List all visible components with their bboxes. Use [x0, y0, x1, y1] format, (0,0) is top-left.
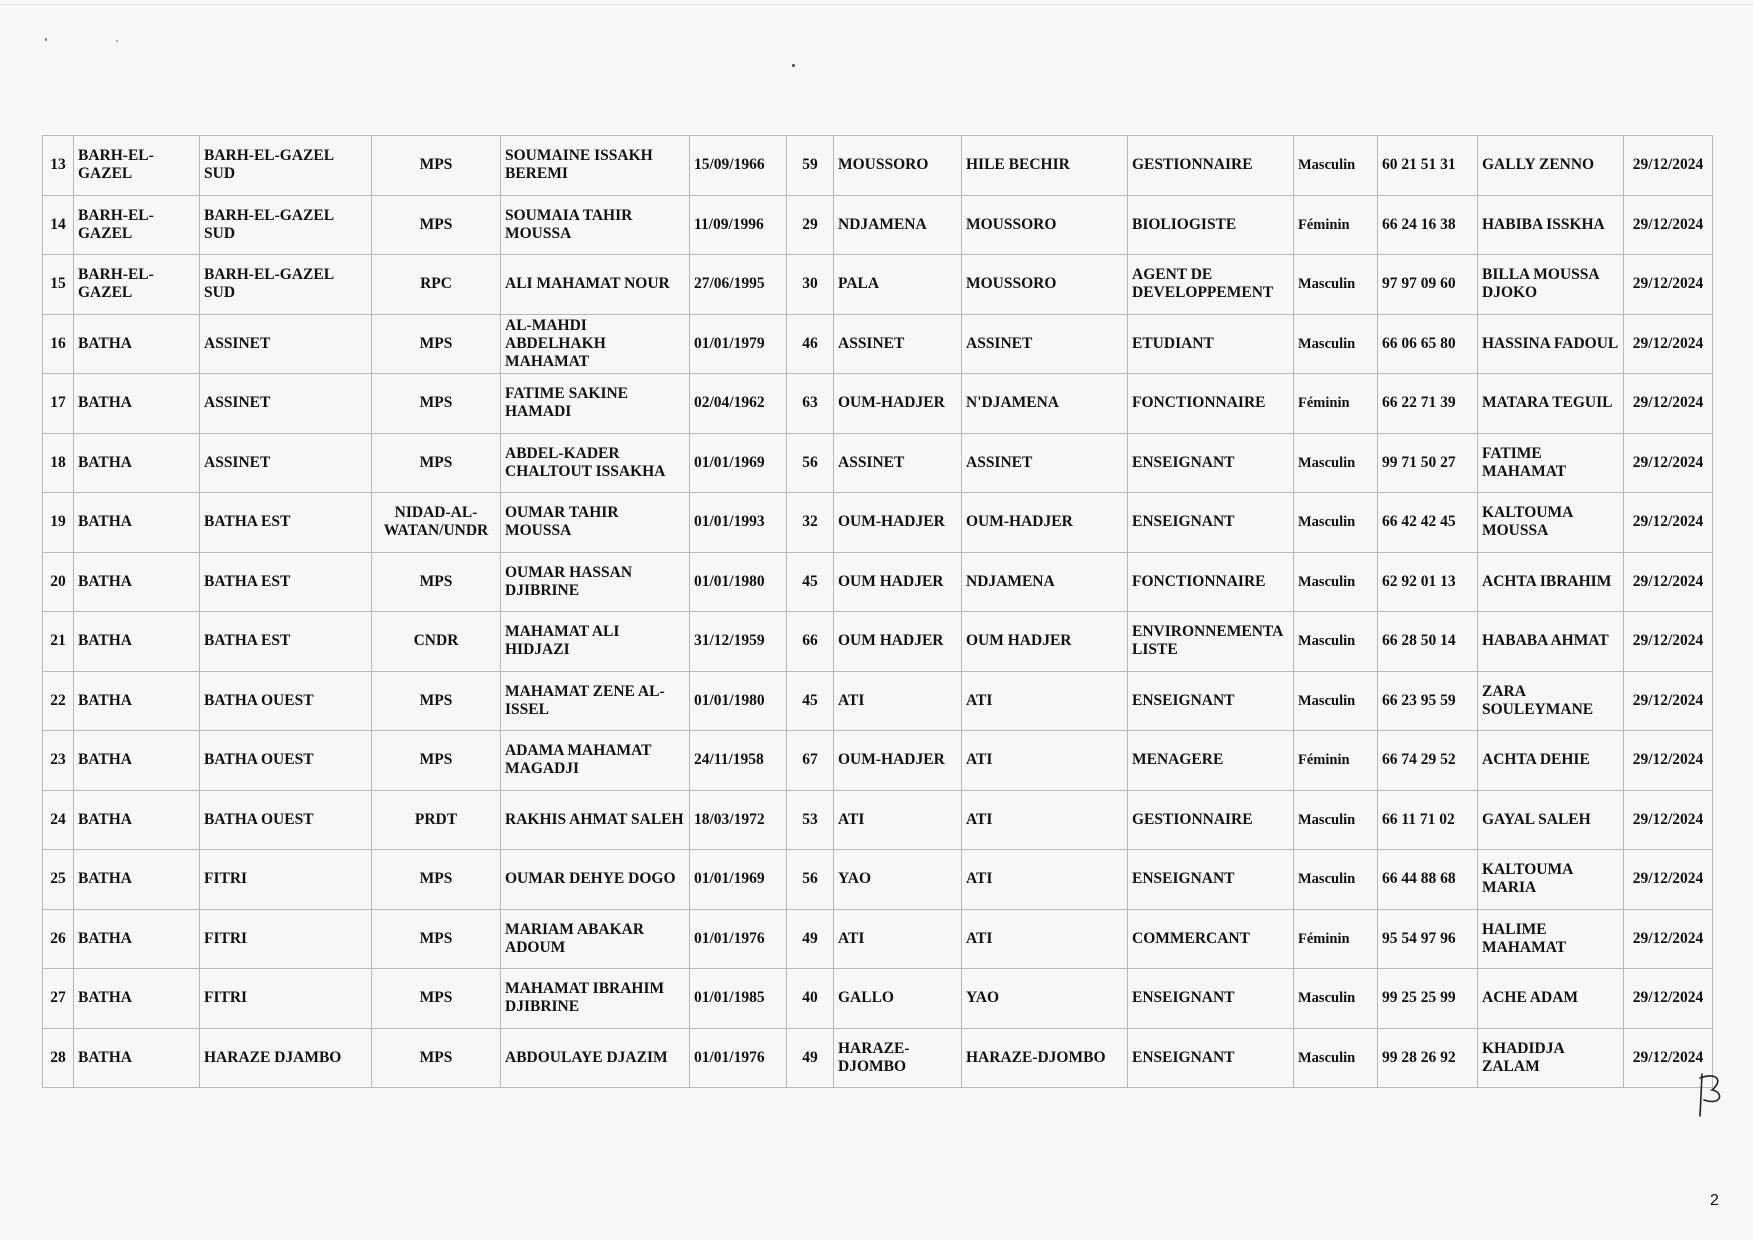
phone-cell: 95 54 97 96	[1378, 909, 1478, 969]
scan-speck	[45, 38, 47, 41]
department-cell: FITRI	[200, 909, 372, 969]
phone-cell: 66 28 50 14	[1378, 612, 1478, 672]
candidate-name-cell: MAHAMAT ALI HIDJAZI	[501, 612, 690, 672]
residence-cell: ATI	[962, 850, 1128, 910]
table-row	[43, 1028, 1713, 1088]
birth-place-cell: HARAZE-DJOMBO	[834, 1028, 962, 1088]
substitute-name-cell: MATARA TEGUIL	[1478, 374, 1624, 434]
province-cell: BATHA	[74, 612, 200, 672]
phone-cell: 66 42 42 45	[1378, 493, 1478, 553]
phone-cell: 66 44 88 68	[1378, 850, 1478, 910]
residence-cell: OUM HADJER	[962, 612, 1128, 672]
age-cell: 45	[787, 552, 834, 612]
birth-date-cell: 01/01/1980	[690, 552, 787, 612]
substitute-name-cell: ZARA SOULEYMANE	[1478, 671, 1624, 731]
profession-cell: AGENT DE DEVELOPPEMENT	[1128, 255, 1294, 315]
sex-cell: Masculin	[1294, 671, 1378, 731]
candidate-name-cell: OUMAR TAHIR MOUSSA	[501, 493, 690, 553]
row-number: 22	[43, 671, 74, 731]
birth-date-cell: 01/01/1969	[690, 850, 787, 910]
substitute-name-cell: KHADIDJA ZALAM	[1478, 1028, 1624, 1088]
department-cell: BATHA EST	[200, 552, 372, 612]
row-number: 18	[43, 433, 74, 493]
sex-cell: Masculin	[1294, 790, 1378, 850]
table-row	[43, 969, 1713, 1029]
phone-cell: 66 74 29 52	[1378, 731, 1478, 791]
residence-cell: ATI	[962, 909, 1128, 969]
phone-cell: 99 25 25 99	[1378, 969, 1478, 1029]
filing-date-cell: 29/12/2024	[1624, 1028, 1713, 1088]
province-cell: BATHA	[74, 433, 200, 493]
profession-cell: GESTIONNAIRE	[1128, 136, 1294, 196]
table-row	[43, 493, 1713, 553]
sex-cell: Masculin	[1294, 493, 1378, 553]
department-cell: FITRI	[200, 850, 372, 910]
birth-date-cell: 18/03/1972	[690, 790, 787, 850]
age-cell: 32	[787, 493, 834, 553]
department-cell: BATHA EST	[200, 612, 372, 672]
candidate-name-cell: ADAMA MAHAMAT MAGADJI	[501, 731, 690, 791]
row-number: 25	[43, 850, 74, 910]
sex-cell: Masculin	[1294, 433, 1378, 493]
table-row	[43, 374, 1713, 434]
birth-date-cell: 15/09/1966	[690, 136, 787, 196]
filing-date-cell: 29/12/2024	[1624, 552, 1713, 612]
province-cell: BATHA	[74, 969, 200, 1029]
residence-cell: MOUSSORO	[962, 195, 1128, 255]
province-cell: BATHA	[74, 1028, 200, 1088]
department-cell: HARAZE DJAMBO	[200, 1028, 372, 1088]
table-row	[43, 552, 1713, 612]
province-cell: BATHA	[74, 493, 200, 553]
substitute-name-cell: KALTOUMA MOUSSA	[1478, 493, 1624, 553]
residence-cell: HILE BECHIR	[962, 136, 1128, 196]
substitute-name-cell: ACHTA DEHIE	[1478, 731, 1624, 791]
birth-place-cell: ATI	[834, 790, 962, 850]
birth-place-cell: OUM HADJER	[834, 552, 962, 612]
province-cell: BATHA	[74, 731, 200, 791]
candidate-name-cell: MAHAMAT IBRAHIM DJIBRINE	[501, 969, 690, 1029]
filing-date-cell: 29/12/2024	[1624, 612, 1713, 672]
profession-cell: GESTIONNAIRE	[1128, 790, 1294, 850]
age-cell: 40	[787, 969, 834, 1029]
birth-place-cell: OUM-HADJER	[834, 374, 962, 434]
age-cell: 59	[787, 136, 834, 196]
substitute-name-cell: ACHE ADAM	[1478, 969, 1624, 1029]
sex-cell: Masculin	[1294, 850, 1378, 910]
filing-date-cell: 29/12/2024	[1624, 195, 1713, 255]
birth-place-cell: ATI	[834, 671, 962, 731]
phone-cell: 66 24 16 38	[1378, 195, 1478, 255]
row-number: 16	[43, 314, 74, 374]
row-number: 17	[43, 374, 74, 434]
phone-cell: 99 71 50 27	[1378, 433, 1478, 493]
phone-cell: 99 28 26 92	[1378, 1028, 1478, 1088]
sex-cell: Masculin	[1294, 314, 1378, 374]
profession-cell: ENVIRONNEMENTALISTE	[1128, 612, 1294, 672]
party-cell: MPS	[372, 195, 501, 255]
age-cell: 49	[787, 1028, 834, 1088]
row-number: 19	[43, 493, 74, 553]
row-number: 28	[43, 1028, 74, 1088]
birth-date-cell: 01/01/1980	[690, 671, 787, 731]
table-row	[43, 850, 1713, 910]
profession-cell: ENSEIGNANT	[1128, 850, 1294, 910]
filing-date-cell: 29/12/2024	[1624, 374, 1713, 434]
residence-cell: YAO	[962, 969, 1128, 1029]
table-row	[43, 790, 1713, 850]
table-body	[43, 136, 1713, 1088]
age-cell: 45	[787, 671, 834, 731]
department-cell: BARH-EL-GAZEL SUD	[200, 136, 372, 196]
profession-cell: ENSEIGNANT	[1128, 433, 1294, 493]
age-cell: 46	[787, 314, 834, 374]
sex-cell: Masculin	[1294, 1028, 1378, 1088]
row-number: 27	[43, 969, 74, 1029]
scan-speck	[116, 40, 118, 42]
phone-cell: 66 11 71 02	[1378, 790, 1478, 850]
birth-place-cell: ASSINET	[834, 433, 962, 493]
table-row	[43, 612, 1713, 672]
party-cell: MPS	[372, 552, 501, 612]
row-number: 13	[43, 136, 74, 196]
party-cell: MPS	[372, 909, 501, 969]
table-row	[43, 255, 1713, 315]
birth-date-cell: 02/04/1962	[690, 374, 787, 434]
province-cell: BATHA	[74, 314, 200, 374]
province-cell: BATHA	[74, 671, 200, 731]
residence-cell: MOUSSORO	[962, 255, 1128, 315]
birth-place-cell: PALA	[834, 255, 962, 315]
birth-place-cell: OUM HADJER	[834, 612, 962, 672]
row-number: 26	[43, 909, 74, 969]
row-number: 20	[43, 552, 74, 612]
sex-cell: Masculin	[1294, 612, 1378, 672]
age-cell: 29	[787, 195, 834, 255]
candidate-name-cell: OUMAR HASSAN DJIBRINE	[501, 552, 690, 612]
table-row	[43, 731, 1713, 791]
row-number: 14	[43, 195, 74, 255]
department-cell: BARH-EL-GAZEL SUD	[200, 255, 372, 315]
birth-date-cell: 01/01/1976	[690, 1028, 787, 1088]
party-cell: MPS	[372, 374, 501, 434]
birth-date-cell: 01/01/1979	[690, 314, 787, 374]
table-row	[43, 195, 1713, 255]
profession-cell: BIOLIOGISTE	[1128, 195, 1294, 255]
party-cell: MPS	[372, 731, 501, 791]
party-cell: CNDR	[372, 612, 501, 672]
birth-place-cell: OUM-HADJER	[834, 493, 962, 553]
substitute-name-cell: KALTOUMA MARIA	[1478, 850, 1624, 910]
sex-cell: Masculin	[1294, 969, 1378, 1029]
party-cell: MPS	[372, 850, 501, 910]
age-cell: 53	[787, 790, 834, 850]
row-number: 23	[43, 731, 74, 791]
scan-speck	[792, 64, 795, 67]
birth-place-cell: ATI	[834, 909, 962, 969]
candidate-name-cell: RAKHIS AHMAT SALEH	[501, 790, 690, 850]
profession-cell: FONCTIONNAIRE	[1128, 552, 1294, 612]
province-cell: BARH-EL-GAZEL	[74, 255, 200, 315]
candidate-name-cell: SOUMAIA TAHIR MOUSSA	[501, 195, 690, 255]
sex-cell: Masculin	[1294, 552, 1378, 612]
party-cell: NIDAD-AL-WATAN/UNDR	[372, 493, 501, 553]
age-cell: 63	[787, 374, 834, 434]
candidate-name-cell: ALI MAHAMAT NOUR	[501, 255, 690, 315]
phone-cell: 66 23 95 59	[1378, 671, 1478, 731]
residence-cell: N'DJAMENA	[962, 374, 1128, 434]
birth-place-cell: ASSINET	[834, 314, 962, 374]
birth-place-cell: MOUSSORO	[834, 136, 962, 196]
phone-cell: 66 22 71 39	[1378, 374, 1478, 434]
party-cell: MPS	[372, 671, 501, 731]
phone-cell: 62 92 01 13	[1378, 552, 1478, 612]
party-cell: MPS	[372, 433, 501, 493]
phone-cell: 97 97 09 60	[1378, 255, 1478, 315]
party-cell: RPC	[372, 255, 501, 315]
department-cell: FITRI	[200, 969, 372, 1029]
party-cell: MPS	[372, 1028, 501, 1088]
age-cell: 30	[787, 255, 834, 315]
profession-cell: ENSEIGNANT	[1128, 1028, 1294, 1088]
province-cell: BARH-EL-GAZEL	[74, 136, 200, 196]
party-cell: PRDT	[372, 790, 501, 850]
substitute-name-cell: BILLA MOUSSA DJOKO	[1478, 255, 1624, 315]
table-row	[43, 433, 1713, 493]
substitute-name-cell: FATIME MAHAMAT	[1478, 433, 1624, 493]
phone-cell: 66 06 65 80	[1378, 314, 1478, 374]
residence-cell: ATI	[962, 671, 1128, 731]
phone-cell: 60 21 51 31	[1378, 136, 1478, 196]
sex-cell: Féminin	[1294, 374, 1378, 434]
filing-date-cell: 29/12/2024	[1624, 790, 1713, 850]
residence-cell: ASSINET	[962, 314, 1128, 374]
substitute-name-cell: HASSINA FADOUL	[1478, 314, 1624, 374]
department-cell: BATHA EST	[200, 493, 372, 553]
age-cell: 66	[787, 612, 834, 672]
residence-cell: ATI	[962, 731, 1128, 791]
birth-place-cell: OUM-HADJER	[834, 731, 962, 791]
department-cell: BATHA OUEST	[200, 731, 372, 791]
province-cell: BARH-EL-GAZEL	[74, 195, 200, 255]
profession-cell: ENSEIGNANT	[1128, 671, 1294, 731]
profession-cell: ENSEIGNANT	[1128, 969, 1294, 1029]
residence-cell: NDJAMENA	[962, 552, 1128, 612]
table-row	[43, 314, 1713, 374]
filing-date-cell: 29/12/2024	[1624, 850, 1713, 910]
birth-date-cell: 27/06/1995	[690, 255, 787, 315]
party-cell: MPS	[372, 314, 501, 374]
candidate-table	[42, 135, 1713, 1088]
department-cell: BARH-EL-GAZEL SUD	[200, 195, 372, 255]
birth-date-cell: 31/12/1959	[690, 612, 787, 672]
filing-date-cell: 29/12/2024	[1624, 314, 1713, 374]
profession-cell: FONCTIONNAIRE	[1128, 374, 1294, 434]
substitute-name-cell: HALIME MAHAMAT	[1478, 909, 1624, 969]
province-cell: BATHA	[74, 850, 200, 910]
filing-date-cell: 29/12/2024	[1624, 969, 1713, 1029]
age-cell: 56	[787, 850, 834, 910]
page-top-edge	[0, 4, 1753, 5]
candidate-name-cell: ABDOULAYE DJAZIM	[501, 1028, 690, 1088]
substitute-name-cell: HABABA AHMAT	[1478, 612, 1624, 672]
sex-cell: Masculin	[1294, 255, 1378, 315]
sex-cell: Féminin	[1294, 731, 1378, 791]
candidate-name-cell: ABDEL-KADER CHALTOUT ISSAKHA	[501, 433, 690, 493]
birth-place-cell: NDJAMENA	[834, 195, 962, 255]
department-cell: BATHA OUEST	[200, 790, 372, 850]
filing-date-cell: 29/12/2024	[1624, 255, 1713, 315]
profession-cell: ENSEIGNANT	[1128, 493, 1294, 553]
sex-cell: Masculin	[1294, 136, 1378, 196]
table-row	[43, 136, 1713, 196]
table-row	[43, 671, 1713, 731]
sex-cell: Féminin	[1294, 909, 1378, 969]
filing-date-cell: 29/12/2024	[1624, 433, 1713, 493]
residence-cell: OUM-HADJER	[962, 493, 1128, 553]
filing-date-cell: 29/12/2024	[1624, 493, 1713, 553]
sex-cell: Féminin	[1294, 195, 1378, 255]
profession-cell: MENAGERE	[1128, 731, 1294, 791]
row-number: 15	[43, 255, 74, 315]
profession-cell: ETUDIANT	[1128, 314, 1294, 374]
substitute-name-cell: HABIBA ISSKHA	[1478, 195, 1624, 255]
filing-date-cell: 29/12/2024	[1624, 909, 1713, 969]
filing-date-cell: 29/12/2024	[1624, 136, 1713, 196]
substitute-name-cell: GALLY ZENNO	[1478, 136, 1624, 196]
party-cell: MPS	[372, 969, 501, 1029]
province-cell: BATHA	[74, 552, 200, 612]
candidate-name-cell: MARIAM ABAKAR ADOUM	[501, 909, 690, 969]
page-number: 2	[1710, 1192, 1719, 1209]
birth-date-cell: 11/09/1996	[690, 195, 787, 255]
candidate-name-cell: SOUMAINE ISSAKH BEREMI	[501, 136, 690, 196]
candidate-name-cell: OUMAR DEHYE DOGO	[501, 850, 690, 910]
candidate-name-cell: MAHAMAT ZENE AL-ISSEL	[501, 671, 690, 731]
substitute-name-cell: ACHTA IBRAHIM	[1478, 552, 1624, 612]
age-cell: 67	[787, 731, 834, 791]
candidate-name-cell: AL-MAHDI ABDELHAKH MAHAMAT	[501, 314, 690, 374]
birth-date-cell: 01/01/1969	[690, 433, 787, 493]
department-cell: BATHA OUEST	[200, 671, 372, 731]
birth-date-cell: 24/11/1958	[690, 731, 787, 791]
profession-cell: COMMERCANT	[1128, 909, 1294, 969]
birth-date-cell: 01/01/1976	[690, 909, 787, 969]
row-number: 21	[43, 612, 74, 672]
residence-cell: ASSINET	[962, 433, 1128, 493]
row-number: 24	[43, 790, 74, 850]
filing-date-cell: 29/12/2024	[1624, 731, 1713, 791]
residence-cell: ATI	[962, 790, 1128, 850]
birth-date-cell: 01/01/1993	[690, 493, 787, 553]
signature-mark	[1690, 1072, 1730, 1118]
province-cell: BATHA	[74, 909, 200, 969]
party-cell: MPS	[372, 136, 501, 196]
province-cell: BATHA	[74, 790, 200, 850]
department-cell: ASSINET	[200, 374, 372, 434]
residence-cell: HARAZE-DJOMBO	[962, 1028, 1128, 1088]
substitute-name-cell: GAYAL SALEH	[1478, 790, 1624, 850]
department-cell: ASSINET	[200, 433, 372, 493]
department-cell: ASSINET	[200, 314, 372, 374]
table-row	[43, 909, 1713, 969]
candidate-name-cell: FATIME SAKINE HAMADI	[501, 374, 690, 434]
birth-place-cell: GALLO	[834, 969, 962, 1029]
age-cell: 49	[787, 909, 834, 969]
filing-date-cell: 29/12/2024	[1624, 671, 1713, 731]
province-cell: BATHA	[74, 374, 200, 434]
age-cell: 56	[787, 433, 834, 493]
birth-date-cell: 01/01/1985	[690, 969, 787, 1029]
birth-place-cell: YAO	[834, 850, 962, 910]
